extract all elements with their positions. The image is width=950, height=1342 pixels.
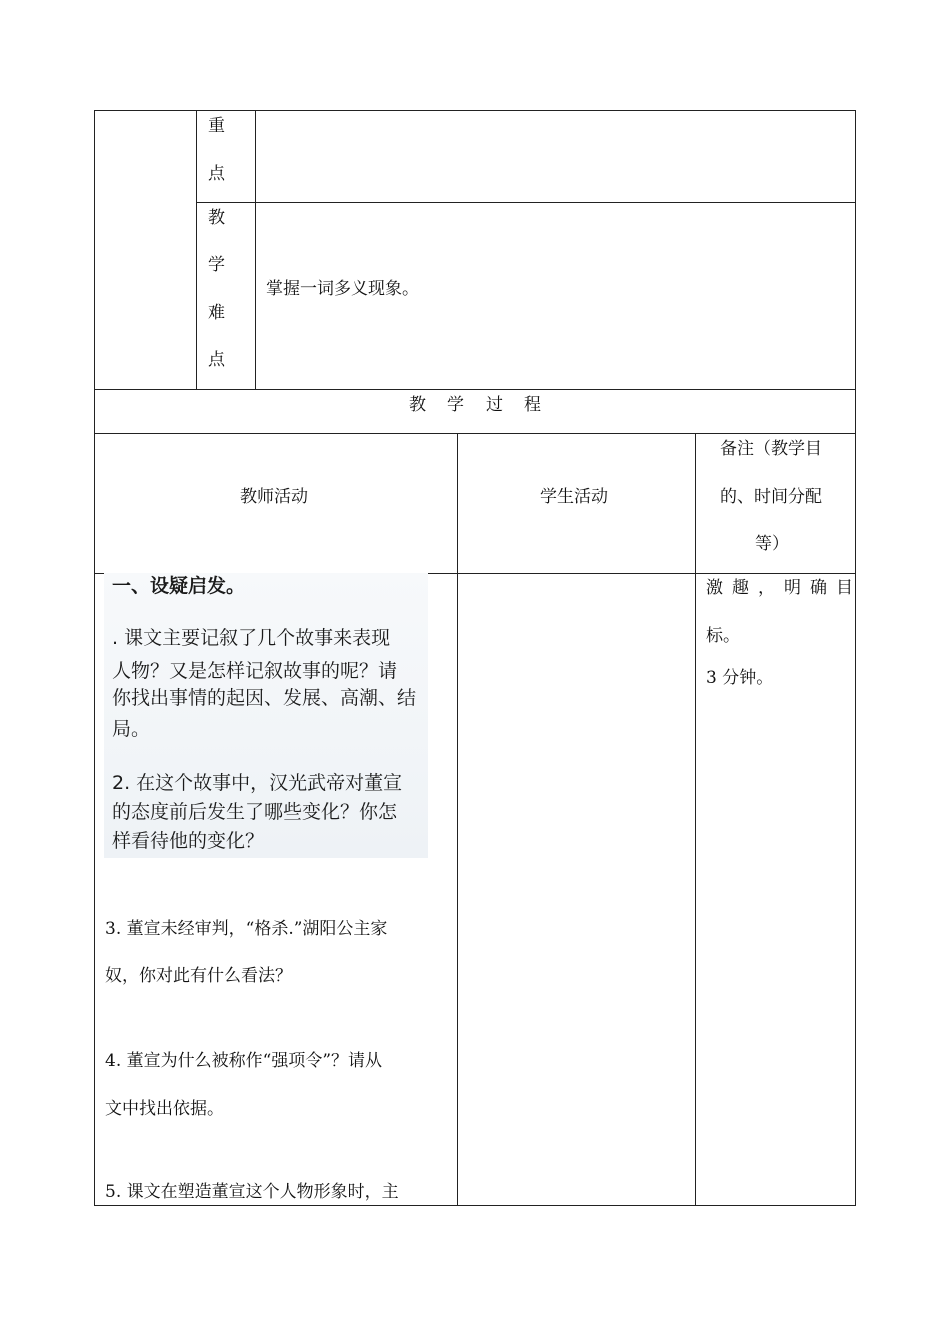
image-heading: 一、设疑启发。 [112, 575, 246, 597]
col-divider-teacher-student [457, 433, 458, 1206]
table-border-right [855, 110, 856, 1206]
table-border-top [94, 110, 856, 111]
notes-line-1: 激趣，明确目 [706, 578, 862, 598]
label-difficulty-char-2: 学 [208, 255, 225, 275]
label-difficulty-char-3: 难 [208, 303, 225, 323]
notes-line-2: 标。 [706, 626, 740, 646]
row-divider-columns [94, 433, 856, 434]
table-border-left [94, 110, 95, 1206]
image-q1-line-1: . 课文主要记叙了几个故事来表现 [112, 627, 391, 649]
difficulty-content: 掌握一词多义现象。 [266, 279, 419, 299]
label-keypoint-char-1: 重 [208, 116, 225, 136]
label-difficulty-char-1: 教 [208, 208, 225, 228]
image-q2-line-2: 的态度前后发生了哪些变化？你怎 [112, 801, 398, 823]
process-header-char-3: 过 [486, 395, 503, 415]
column-header-student: 学生活动 [540, 487, 608, 507]
column-header-notes-line-2: 的、时间分配 [720, 487, 822, 507]
image-q2-line-1: 2. 在这个故事中，汉光武帝对董宣 [112, 772, 403, 794]
image-q1-line-2: 人物？又是怎样记叙故事的呢？请 [112, 660, 398, 682]
teacher-q3-line-2: 奴，你对此有什么看法？ [105, 966, 292, 986]
col-divider-student-notes [695, 433, 696, 1206]
teacher-q4-line-1: 4. 董宣为什么被称作“强项令”？请从 [105, 1051, 383, 1071]
teacher-activity-image [104, 573, 428, 858]
column-header-notes-line-1: 备注（教学目 [720, 439, 822, 459]
label-difficulty-char-4: 点 [208, 350, 225, 370]
process-header-char-1: 教 [409, 395, 426, 415]
row-divider-keypoint [196, 202, 856, 203]
teacher-q4-line-2: 文中找出依据。 [105, 1099, 224, 1119]
label-keypoint-char-2: 点 [208, 164, 225, 184]
row-divider-process [94, 389, 856, 390]
image-q1-line-3: 你找出事情的起因、发展、高潮、结 [112, 687, 417, 709]
teacher-q5-line-1: 5. 课文在塑造董宣这个人物形象时，主 [105, 1182, 399, 1202]
notes-line-3: 3 分钟。 [706, 668, 774, 688]
image-q1-line-4: 局。 [112, 718, 151, 740]
process-header-char-4: 程 [524, 395, 541, 415]
column-header-notes-line-3: 等） [755, 534, 789, 554]
label-col-right [255, 110, 256, 390]
process-header-char-2: 学 [447, 395, 464, 415]
label-col-left [196, 110, 197, 390]
teacher-q3-line-1: 3. 董宣未经审判，“格杀.”湖阳公主家 [105, 919, 388, 939]
image-q2-line-3: 样看待他的变化？ [112, 830, 265, 852]
column-header-teacher: 教师活动 [240, 487, 308, 507]
table-border-bottom [94, 1205, 856, 1206]
